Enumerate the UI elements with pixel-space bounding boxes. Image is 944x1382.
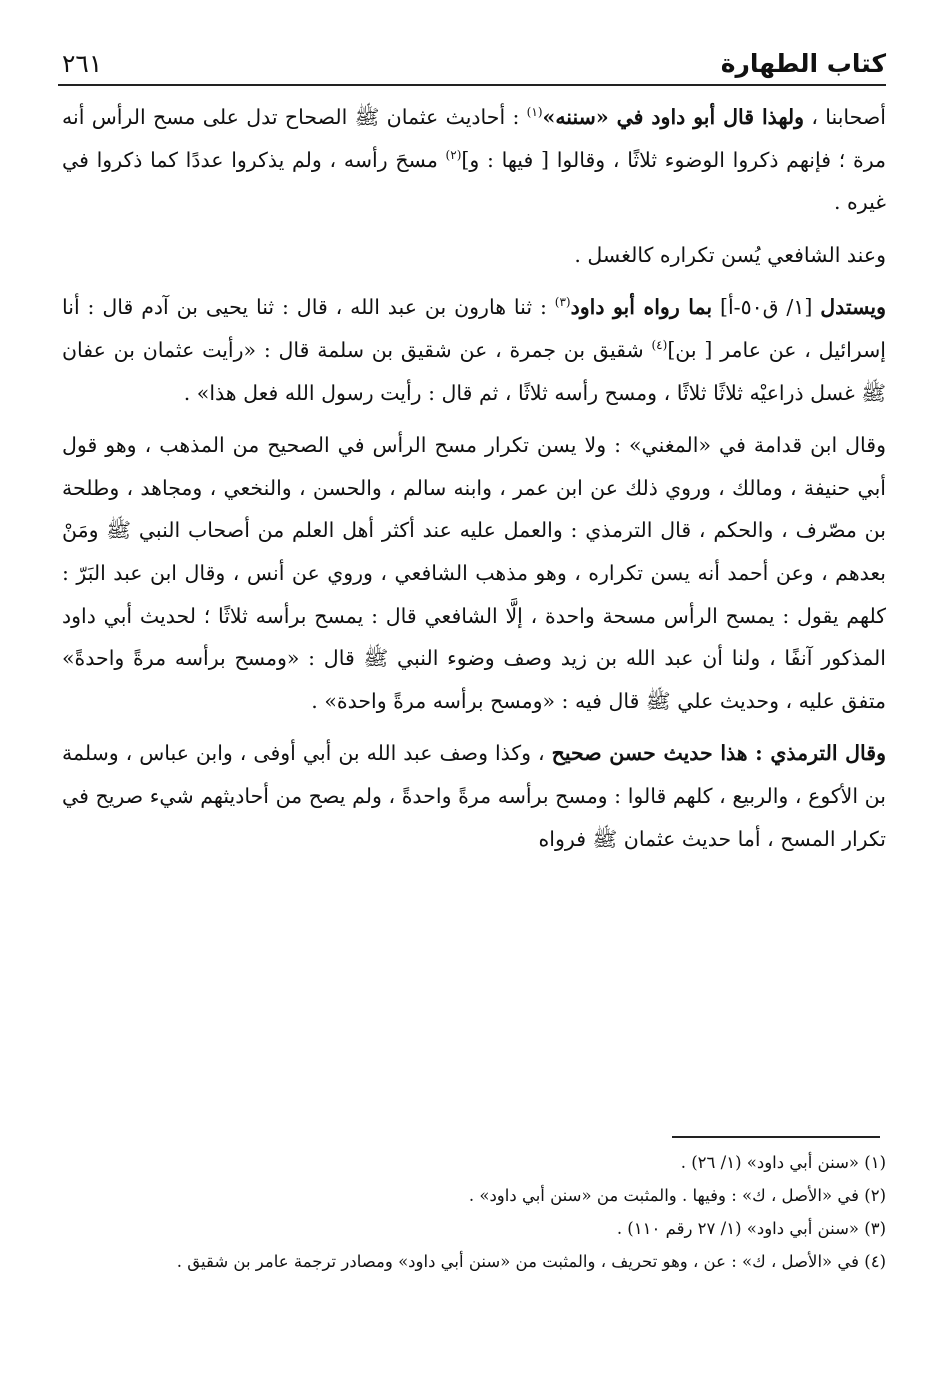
text-run: مسحَ رأسه ، ولم يذكروا عددًا كما ذكروا في غيره . [62,147,886,215]
footnote: (١) «سنن أبي داود» (١/ ٢٦) . [680,1153,886,1172]
text-run: : ثنا هارون بن عبد الله ، قال : ثنا يحيى بن آدم قال : أنا إسرائيل ، عن عامر [ بن] [62,295,886,362]
bold-phrase: ولهذا قال أبو داود في «سننه» [542,105,805,129]
footnote: (٣) «سنن أبي داود» (١/ ٢٧ رقم ١١٠) . [616,1219,886,1238]
page-header [62,36,886,76]
text-run: وقال ابن قدامة في «المغني» : ولا يسن تكرار مسح الرأس في الصحيح من المذهب ، وهو قول أبي حنيفة ، ومالك ، وروي ذلك عن ابن عمر ، وابنه سالم ، والحسن ، والنخعي ، ومجاهد ، وطلحة بن مصّرف ، والحكم ، قال الترمذي : والعمل عليه عند أكثر أهل العلم من أصحاب النبي ﷺ ومَنْ بعدهم ، وعن أحمد أنه يسن تكراره ، وهو مذهب الشافعي ، وروي عن أنس ، وقال ابن عبد البَرّ : كلهم يقول : يمسح الرأس مسحة واحدة ، إلَّا الشافعي قال : يمسح برأسه ثلاثًا ؛ لحديث أبي داود المذكور آنفًا ، ولنا أن عبد الله بن زيد وصف وضوء النبي ﷺ قال : «ومسح برأسه مرةً واحدةً» متفق عليه ، وحديث علي ﷺ قال فيه : «ومسح برأسه مرةً واحدة» . [62,433,886,713]
footnote: (٢) في «الأصل ، ك» : وفيها . والمثبت من «سنن أبي داود» . [468,1186,886,1205]
text-run: وعند الشافعي يُسن تكراره كالغسل . [574,242,886,267]
bold-phrase: بما رواه أبو داود [570,295,713,320]
footnote: (٤) في «الأصل ، ك» : عن ، وهو تحريف ، والمثبت من «سنن أبي داود» ومصادر ترجمة عامر بن شقيق . [176,1252,886,1271]
footnote-marker: (٢) [445,147,462,162]
text-run: ، وكذا وصف عبد الله بن أبي أوفى ، وابن عباس ، وسلمة بن الأكوع ، والربيع ، كلهم قالوا : ومسح برأسه مرةً واحدةً ، ولم يصح من أحاديثهم شيء صريح في تكرار المسح ، أما حديث عثمان ﷺ فرواه [62,741,886,851]
page-number: ٢٦١ [62,49,103,78]
paragraph [62,286,886,414]
paragraph [62,732,886,860]
footnote-marker: (٤) [651,338,668,353]
footnote-divider [672,1136,880,1138]
paragraph [62,234,886,277]
text-run: : أحاديث عثمان ﷺ الصحاح تدل على مسح الرأس أنه مرة ؛ فإنهم ذكروا الوضوء ثلاثًا ، وقالوا [ فيها : و] [62,105,886,172]
main-text [62,96,886,870]
paragraph [62,424,886,722]
text-run: شقيق بن جمرة ، عن شقيق بن سلمة قال : «رأيت عثمان بن عفان ﷺ غسل ذراعيْه ثلاثًا ثلاثًا ، ومسح رأسه ثلاثًا ، ثم قال : رأيت رسول الله فعل هذا» . [62,337,886,405]
text-run: [١/ ق٥٠-أ] [712,295,821,320]
paragraph [62,96,886,224]
footnote-marker: (٣) [554,295,571,310]
footnotes [62,1146,886,1278]
running-title: كتاب الطهارة [720,49,886,78]
bold-phrase: وقال الترمذي : هذا حديث حسن صحيح [551,741,886,766]
header-divider [58,84,886,86]
text-run: أصحابنا ، [804,105,886,129]
bold-phrase: ويستدل [820,295,886,320]
footnote-marker: (١) [526,105,543,120]
